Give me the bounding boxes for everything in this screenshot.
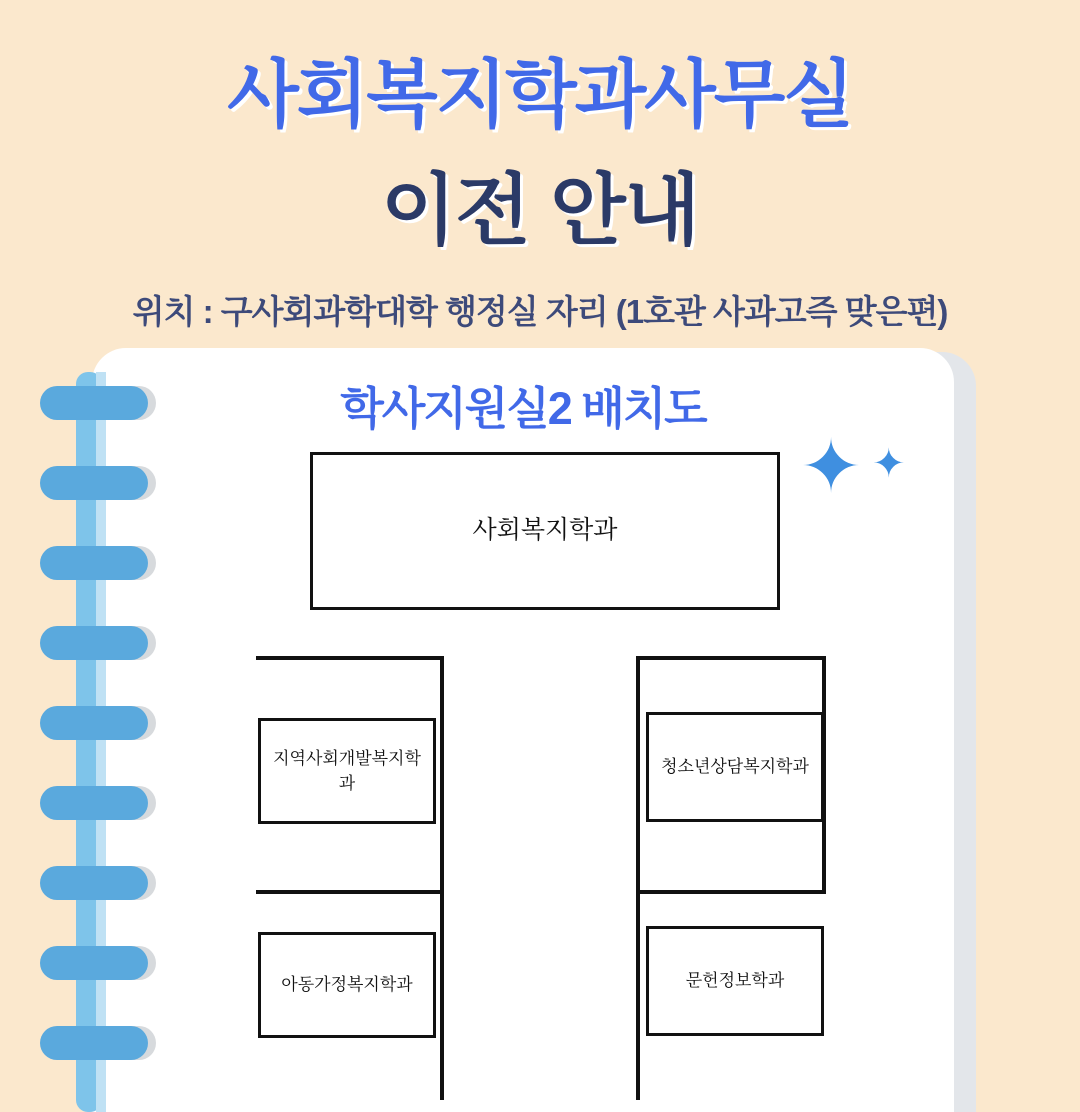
- wall-right-middle: [636, 890, 826, 894]
- notebook-rings: [40, 386, 160, 1106]
- floor-plan: [248, 440, 826, 1100]
- notebook-ring: [40, 866, 148, 900]
- room-child-family-welfare: 아동가정복지학과: [258, 932, 436, 1038]
- wall-left-vertical: [440, 656, 444, 1100]
- wall-right-top: [636, 656, 826, 660]
- notebook-ring: [40, 466, 148, 500]
- sparkle-icon: ✦: [800, 425, 863, 508]
- page-title-line2: 이전 안내: [380, 166, 700, 254]
- wall-right-vertical: [636, 656, 640, 1100]
- room-social-welfare: 사회복지학과: [310, 452, 780, 610]
- notebook-ring: [40, 706, 148, 740]
- wall-left-top: [256, 656, 444, 660]
- room-community-development-welfare: 지역사회개발복지학과: [258, 718, 436, 824]
- notebook-ring: [40, 626, 148, 660]
- notebook-ring: [40, 1026, 148, 1060]
- wall-left-middle: [256, 890, 444, 894]
- location-subtitle: 위치 : 구사회과학대학 행정실 자리 (1호관 사과고즉 맞은편): [132, 293, 948, 330]
- room-youth-counseling-welfare: 청소년상담복지학과: [646, 712, 824, 822]
- header: [0, 0, 1080, 333]
- notebook-ring: [40, 946, 148, 980]
- page-title-line1: 사회복지학과사무실: [227, 53, 853, 136]
- room-library-information-science: 문헌정보학과: [646, 926, 824, 1036]
- notebook-ring: [40, 786, 148, 820]
- sparkle-small-icon: ✦: [872, 442, 906, 486]
- diagram-title: 학사지원실2 배치도: [340, 383, 706, 434]
- notebook-ring: [40, 546, 148, 580]
